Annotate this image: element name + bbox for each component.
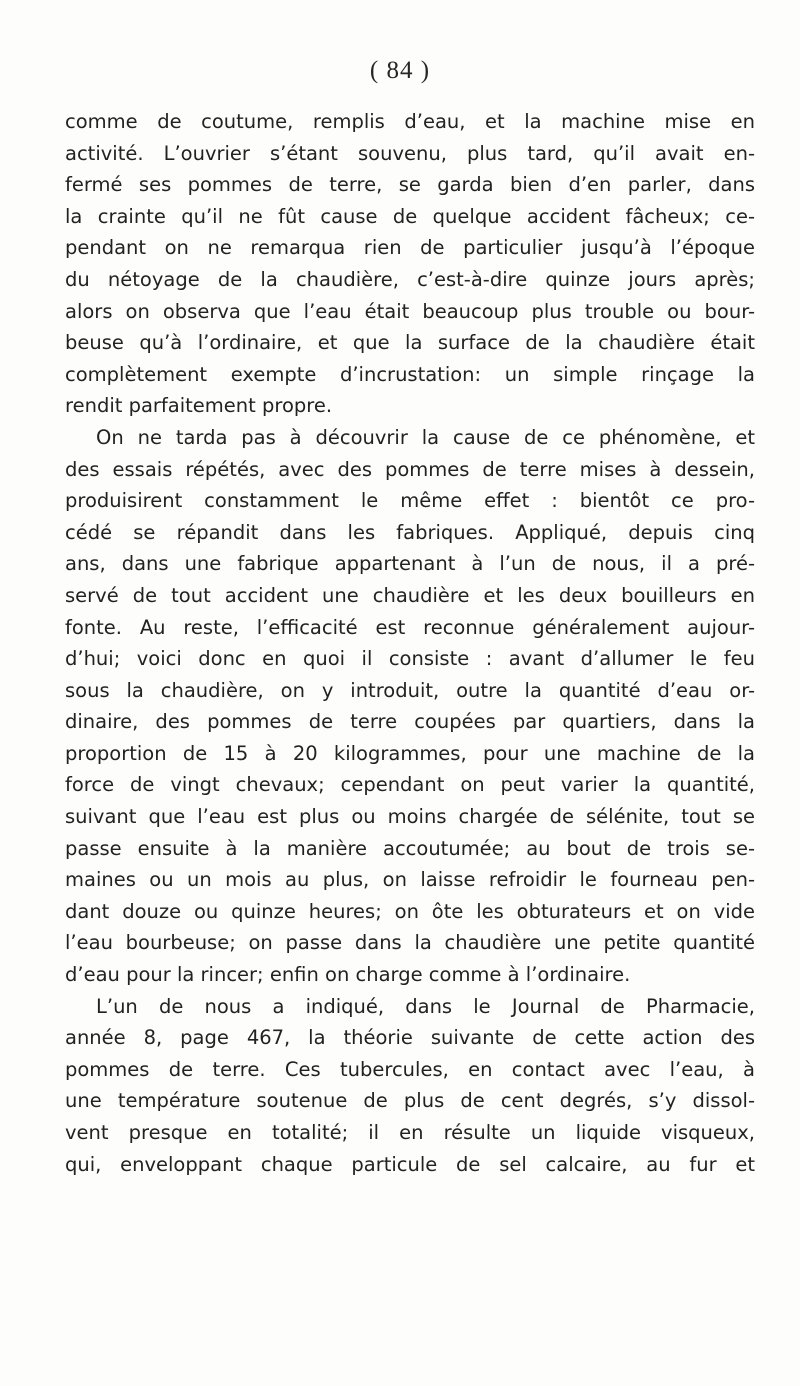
text-line: ans, dans une fabrique appartenant à l’un de nous, il a pré- [65,552,755,576]
text-line: dant douze ou quinze heures; on ôte les obturateurs et on vide [65,899,755,923]
text-line: pommes de terre. Ces tubercules, en contact avec l’eau, à [65,1057,755,1081]
text-line: suivant que l’eau est plus ou moins chargée de sélénite, tout se [65,805,755,829]
text-line: d’hui; voici donc en quoi il consiste : avant d’allumer le feu [65,647,755,671]
text-line: d’eau pour la rincer; enfin on charge comme à l’ordinaire. [65,963,631,987]
text-line: alors on observa que l’eau était beaucoup plus trouble ou bour- [65,299,755,323]
body-text [65,106,755,1180]
text-line: force de vingt chevaux; cependant on peut varier la quantité, [65,773,755,797]
text-line: complètement exempte d’incrustation: un simple rinçage la [65,362,755,386]
text-line: comme de coutume, remplis d’eau, et la machine mise en [65,110,755,133]
text-line: activité. L’ouvrier s’étant souvenu, plus tard, qu’il avait en- [65,141,755,165]
text-line: proportion de 15 à 20 kilogrammes, pour une machine de la [65,741,755,765]
text-line: rendit parfaitement propre. [65,394,333,418]
text-line: passe ensuite à la manière accoutumée; au bout de trois se- [65,836,755,860]
text-line: du nétoyage de la chaudière, c’est-à-dire quinze jours après; [65,267,755,291]
text-line: sous la chaudière, on y introduit, outre la quantité d’eau or- [65,678,755,702]
text-line: fermé ses pommes de terre, se garda bien d’en parler, dans [65,173,755,197]
text-line: qui, enveloppant chaque particule de sel calcaire, au fur et [65,1152,755,1176]
text-line: L’un de nous a indiqué, dans le Journal de Pharmacie, [96,994,755,1018]
text-line: fonte. Au reste, l’efficacité est reconnue généralement aujour- [65,615,755,639]
text-line: cédé se répandit dans les fabriques. Appliqué, depuis cinq [65,520,755,544]
text-line: servé de tout accident une chaudière et les deux bouilleurs en [65,583,755,607]
text-line: beuse qu’à l’ordinaire, et que la surface de la chaudière était [65,331,755,355]
text-line: maines ou un mois au plus, on laisse refroidir le fourneau pen- [65,868,755,892]
text-line: une température soutenue de plus de cent degrés, s’y dissol- [65,1089,755,1113]
text-line: produisirent constamment le même effet : bientôt ce pro- [65,489,755,513]
text-line: On ne tarda pas à découvrir la cause de ce phénomène, et [96,425,755,449]
text-line: la crainte qu’il ne fût cause de quelque accident fâcheux; ce- [65,204,755,228]
text-line: année 8, page 467, la théorie suivante de cette action des [65,1026,755,1050]
text-line: l’eau bourbeuse; on passe dans la chaudière une petite quantité [65,931,755,955]
text-line: des essais répétés, avec des pommes de terre mises à dessein, [65,457,755,481]
page-number: ( 84 ) [369,57,431,84]
text-line: vent presque en totalité; il en résulte un liquide visqueux, [65,1121,755,1144]
text-line: pendant on ne remarqua rien de particulier jusqu’à l’époque [65,236,755,260]
text-line: dinaire, des pommes de terre coupées par quartiers, dans la [65,710,755,734]
